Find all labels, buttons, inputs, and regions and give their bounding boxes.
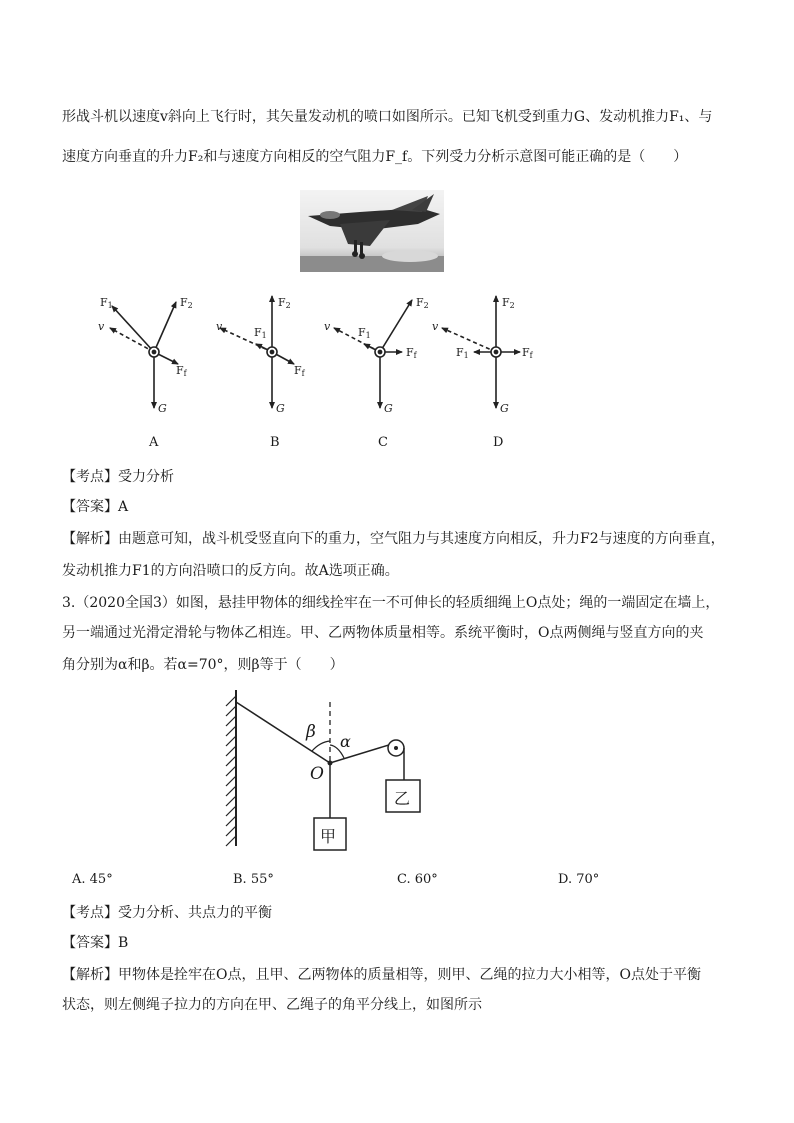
c-label-ff: Ff [406,346,417,360]
c-label-f2: F2 [416,296,429,310]
b-label-g: G [276,402,285,415]
diagram-c [334,300,412,408]
q3-stem-line1: 3.（2020全国3）如图，悬挂甲物体的细线拴牢在一不可伸长的轻质细绳上O点处；绳的一端固定在墙上， [62,595,720,611]
q2-answer: 【答案】A [62,499,129,515]
choice-b: B. 55° [233,872,274,887]
a-label-g: G [158,402,167,415]
q3-jiexi-line2: 状态，则左侧绳子拉力的方向在甲、乙绳子的角平分线上，如图所示 [62,997,482,1013]
alpha-label: α [340,732,351,751]
q3-kaodian: 【考点】受力分析、共点力的平衡 [62,905,272,921]
diagram-a [110,302,178,408]
c-label-v: v [324,320,331,333]
d-label-g: G [500,402,509,415]
pulley-figure [220,688,440,862]
a-label-v: v [98,320,105,333]
q3-stem-line2: 另一端通过光滑定滑轮与物体乙相连。甲、乙两物体质量相等。系统平衡时，O点两侧绳与竖直方向的夹 [62,625,704,641]
beta-label: β [306,722,316,742]
diagram-d [442,296,520,408]
choice-d: D. 70° [558,872,600,887]
d-label-v: v [432,320,439,333]
jia-label: 甲 [320,827,337,846]
q2-kaodian: 【考点】受力分析 [62,469,174,485]
b-label-ff: Ff [294,364,305,378]
a-label-ff: Ff [176,364,187,378]
q3-answer: 【答案】B [62,935,129,951]
choice-c: C. 60° [397,872,438,887]
a-label-f1: F1 [100,296,113,310]
q3-jiexi-line1: 【解析】甲物体是拴牢在O点，且甲、乙两物体的质量相等，则甲、乙绳的拉力大小相等，O点处于平衡 [62,967,701,983]
b-label-f2: F2 [278,296,291,310]
wall-hatching [226,696,236,846]
choice-a: A. 45° [72,872,113,887]
d-label-ff: Ff [522,346,533,360]
c-label-f1: F1 [358,326,371,340]
option-c-label: C [378,435,388,450]
b-label-f1: F1 [254,326,267,340]
b-label-v: v [216,320,223,333]
d-label-f1: F1 [456,346,469,360]
option-a-label: A [149,435,159,450]
q2-jiexi-line1: 【解析】由题意可知，战斗机受竖直向下的重力，空气阻力与其速度方向相反，升力F2与速度的方向垂直， [62,531,725,547]
option-b-label: B [270,435,280,450]
force-diagrams [80,288,560,432]
q2-stem-line2: 速度方向垂直的升力F₂和与速度方向相反的空气阻力F_f。下列受力分析示意图可能正确的是（ ） [62,149,688,165]
fighter-jet-photo [300,190,444,272]
q2-jiexi-line2: 发动机推力F1的方向沿喷口的反方向。故A选项正确。 [62,563,399,579]
a-label-f2: F2 [180,296,193,310]
yi-label: 乙 [394,789,411,808]
q3-stem-line3: 角分别为α和β。若α=70°，则β等于（ ） [62,657,344,673]
o-point-label: O [310,764,324,784]
d-label-f2: F2 [502,296,515,310]
c-label-g: G [384,402,393,415]
q2-stem-line1: 形战斗机以速度v斜向上飞行时，其矢量发动机的喷口如图所示。已知飞机受到重力G、发动机推力F₁、与 [62,109,713,125]
option-d-label: D [493,435,504,450]
diagram-b [220,296,294,408]
